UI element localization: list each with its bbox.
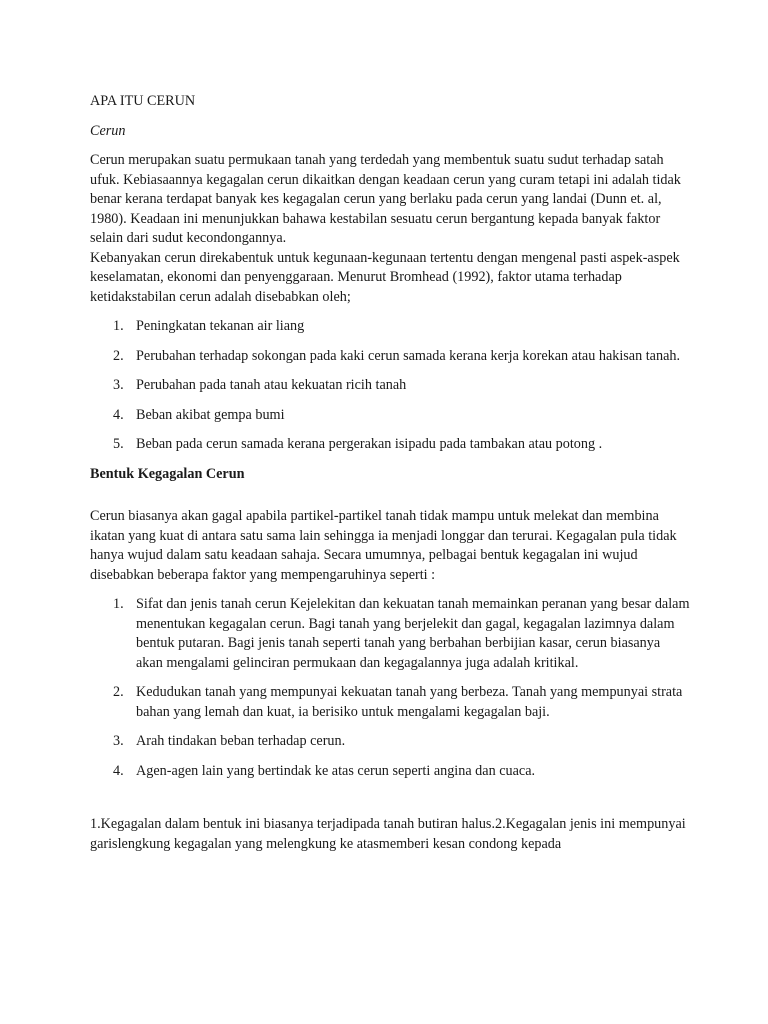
- list-item: [90, 376, 690, 396]
- list-item-text: Perubahan pada tanah atau kekuatan ricih tanah: [136, 377, 407, 393]
- list-item-text: Sifat dan jenis tanah cerun Kejelekitan dan kekuatan tanah memainkan peranan yang besar dalam menentukan kegagalan cerun. Bagi tanah yang berjelekit dan gagal, kegagalan lazimnya dalam bentuk putaran. Bagi jenis tanah seperti tanah yang berbahan berbijian kasar, cerun biasanya akan mengalami gelinciran permukaan dan kegagalannya juga adalah kritikal.: [136, 596, 690, 671]
- factor-list: [90, 317, 690, 455]
- section-paragraph: Cerun biasanya akan gagal apabila partikel-partikel tanah tidak mampu untuk melekat dan membina ikatan yang kuat di antara satu sama lain sehingga ia menjadi longgar dan terurai. Kegagalan pula tidak hanya wujud dalam satu keadaan sahaja. Secara umumnya, pelbagai bentuk kegagalan ini wujud disebabkan beberapa faktor yang mempengaruhinya seperti :: [90, 508, 677, 583]
- list-item: [90, 595, 690, 673]
- list-item-text: Beban pada cerun samada kerana pergerakan isipadu pada tambakan atau potong .: [136, 436, 603, 452]
- list-item: [90, 406, 690, 426]
- list-item: [90, 317, 690, 337]
- list-item-number: 3.: [113, 733, 124, 749]
- list-item-number: 2.: [113, 684, 124, 700]
- list-item-text: Arah tindakan beban terhadap cerun.: [136, 733, 346, 749]
- intro-paragraph-1: Cerun merupakan suatu permukaan tanah yang terdedah yang membentuk suatu sudut terhadap satah ufuk. Kebiasaannya kegagalan cerun dikaitkan dengan keadaan cerun yang curam tetapi ini adalah tidak benar kerana terdapat banyak kes kegagalan cerun yang berlaku pada cerun yang landai (Dunn et. al, 1980). Keadaan ini menunjukkan bahawa kestabilan sesuatu cerun bergantung kepada banyak faktor selain dari sudut kecondongannya.: [90, 152, 681, 246]
- list-item-number: 1.: [113, 318, 124, 334]
- final-paragraph: 1.Kegagalan dalam bentuk ini biasanya terjadipada tanah butiran halus.2.Kegagalan jenis ini mempunyai garislengkung kegagalan yang melengkung ke atasmemberi kesan condong kepada: [90, 816, 686, 852]
- section-heading: Bentuk Kegagalan Cerun: [90, 465, 245, 482]
- list-item-number: 3.: [113, 377, 124, 393]
- list-item-number: 1.: [113, 596, 124, 612]
- list-item-text: Kedudukan tanah yang mempunyai kekuatan tanah yang berbeza. Tanah yang mempunyai strata bahan yang lemah dan kuat, ia berisiko untuk mengalami kegagalan baji.: [136, 684, 683, 720]
- document-page: [90, 92, 690, 854]
- intro-section: [90, 151, 690, 307]
- list-item: [90, 732, 690, 752]
- list-item-number: 5.: [113, 436, 124, 452]
- list-item: [90, 683, 690, 722]
- list-item-text: Peningkatan tekanan air liang: [136, 318, 305, 334]
- list-item-text: Agen-agen lain yang bertindak ke atas cerun seperti angina dan cuaca.: [136, 762, 536, 779]
- intro-paragraph-2: Kebanyakan cerun direkabentuk untuk kegunaan-kegunaan tertentu dengan mengenal pasti aspek-aspek keselamatan, ekonomi dan penyenggaraan. Menurut Bromhead (1992), faktor utama terhadap ketidakstabilan cerun adalah disebabkan oleh;: [90, 249, 680, 305]
- list-item-text: Beban akibat gempa bumi: [136, 406, 285, 423]
- list-item-number: 4.: [113, 406, 124, 423]
- list-item: [90, 347, 690, 367]
- list-item-number: 2.: [113, 347, 124, 364]
- list-item: [90, 435, 690, 455]
- failure-factor-list: [90, 595, 690, 781]
- document-subtitle: Cerun: [90, 122, 126, 139]
- list-item-number: 4.: [113, 762, 124, 779]
- list-item-text: Perubahan terhadap sokongan pada kaki cerun samada kerana kerja korekan atau hakisan tanah.: [136, 347, 681, 364]
- document-title: APA ITU CERUN: [90, 93, 196, 109]
- list-item: [90, 762, 690, 782]
